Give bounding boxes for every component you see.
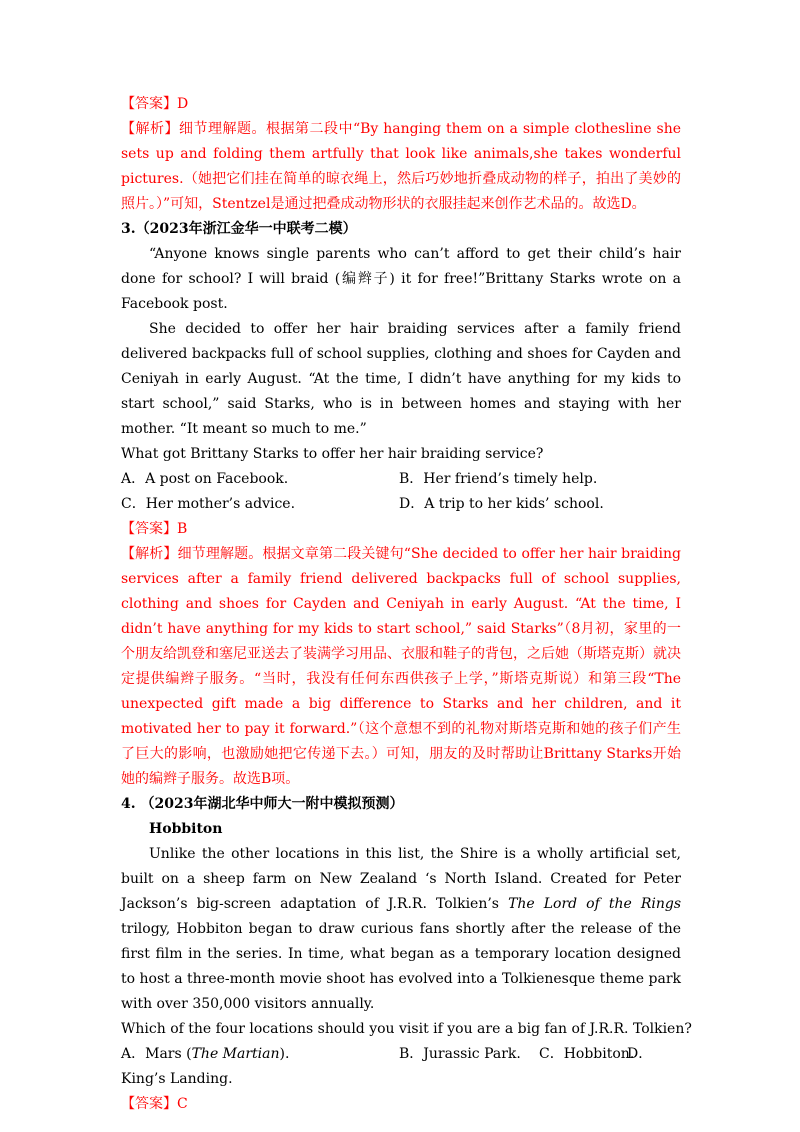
q3-option-c: C．Her mother’s advice. <box>121 496 296 512</box>
q3-paragraph-2: She decided to offer her hair braiding services after a family friend delivered backpacks full of school supplies, clothing and shoes for Cayden and Ceniyah in early August. “At the time, I didn’t have anything for my kids to start school,” said Starks, who is in between homes and staying with her mother. “It meant so much to me.” <box>121 321 681 437</box>
q3-paragraph-1: “Anyone knows single parents who can’t afford to get their child’s hair done for school? I will braid (编辫子) it for free!”Brittany Starks wrote on a Facebook post. <box>121 246 681 312</box>
q4-paragraph-part-2: trilogy, Hobbiton began to draw curious fans shortly after the release of the first film in the series. In time, what began as a temporary location designed to host a three-month movie shoot has evolved into a Tolkienesque theme park with over 350,000 visitors annually. <box>121 921 681 1012</box>
q3-analysis <box>121 542 681 792</box>
document-page <box>121 92 692 1117</box>
q4-options-row <box>121 1042 681 1067</box>
q2-analysis-text: 细节理解题。根据第二段中“By hanging them on a simple clothesline she sets up and folding them artfully that look like animals,she takes wonderful pictures.（她把它们挂在简单的晾衣绳上，然后巧妙地折叠成动物的样子，拍出了美妙的照片。）”可知，Stentzel是通过把叠成动物形状的衣服挂起来创作艺术品的。故选D。 <box>121 121 681 212</box>
q3-heading: 3.（2023年浙江金华一中联考二模） <box>121 221 357 237</box>
q4-option-a <box>121 1042 399 1067</box>
q4-paragraph <box>121 842 681 1017</box>
q3-question: What got Brittany Starks to offer her hair braiding service? <box>121 446 544 462</box>
q4-option-c: C．Hobbiton. <box>539 1046 635 1062</box>
q4-book-title: The Lord of the Rings <box>508 896 682 912</box>
q4-answer: 【答案】C <box>121 1096 188 1112</box>
q3-option-b: B．Her friend’s timely help. <box>399 471 598 487</box>
q3-option-a: A．A post on Facebook. <box>121 471 289 487</box>
q4-option-d-tail: King’s Landing. <box>121 1071 233 1087</box>
q3-analysis-label: 【解析】 <box>121 546 178 562</box>
q3-option-d: D．A trip to her kids’ school. <box>399 496 604 512</box>
q3-answer: 【答案】B <box>121 521 188 537</box>
q4-option-d-head: D． <box>627 1046 653 1062</box>
q3-analysis-text: 细节理解题。根据文章第二段关键句“She decided to offer her hair braiding services after a family friend delivered backpacks full of school supplies, clothing and shoes for Cayden and Ceniyah in early August. “At the time, I didn’t have anything for my kids to start school,” said Starks”（8月初，家里的一个朋友给凯登和塞尼亚送去了装满学习用品、衣服和鞋子的背包，之后她（斯塔克斯）就决定提供编辫子服务。“当时，我没有任何东西供孩子上学，”斯塔克斯说）和第三段“The unexpected gift made a big difference to Starks and her children, and it motivated her to pay it forward.”（这个意想不到的礼物对斯塔克斯和她的孩子们产生了巨大的影响，也激励她把它传递下去。）可知，朋友的及时帮助让Brittany Starks开始她的编辫子服务。故选B项。 <box>121 546 681 787</box>
q4-option-b: B．Jurassic Park. <box>399 1046 521 1062</box>
q4-option-a-prefix: A．Mars ( <box>121 1046 192 1062</box>
q2-analysis-label: 【解析】 <box>121 121 179 137</box>
q4-paragraph-part-1: Unlike the other locations in this list, the Shire is a wholly artificial set, built on a sheep farm on New Zealand ‘s North Island. Created for Peter Jackson’s big-screen adaptation of J.R.R. Tolkien’s <box>121 846 681 912</box>
q4-option-a-italic: The Martian <box>191 1046 280 1062</box>
q4-passage-title: Hobbiton <box>149 821 223 837</box>
q2-analysis <box>121 117 681 217</box>
q3-options-row-1 <box>121 467 681 492</box>
q3-options-row-2 <box>121 492 681 517</box>
q4-option-a-suffix: ). <box>279 1046 290 1062</box>
q4-question: Which of the four locations should you visit if you are a big fan of J.R.R. Tolkien? <box>121 1021 692 1037</box>
q2-answer: 【答案】D <box>121 96 189 112</box>
q4-heading: 4. （2023年湖北华中师大一附中模拟预测） <box>121 796 404 812</box>
